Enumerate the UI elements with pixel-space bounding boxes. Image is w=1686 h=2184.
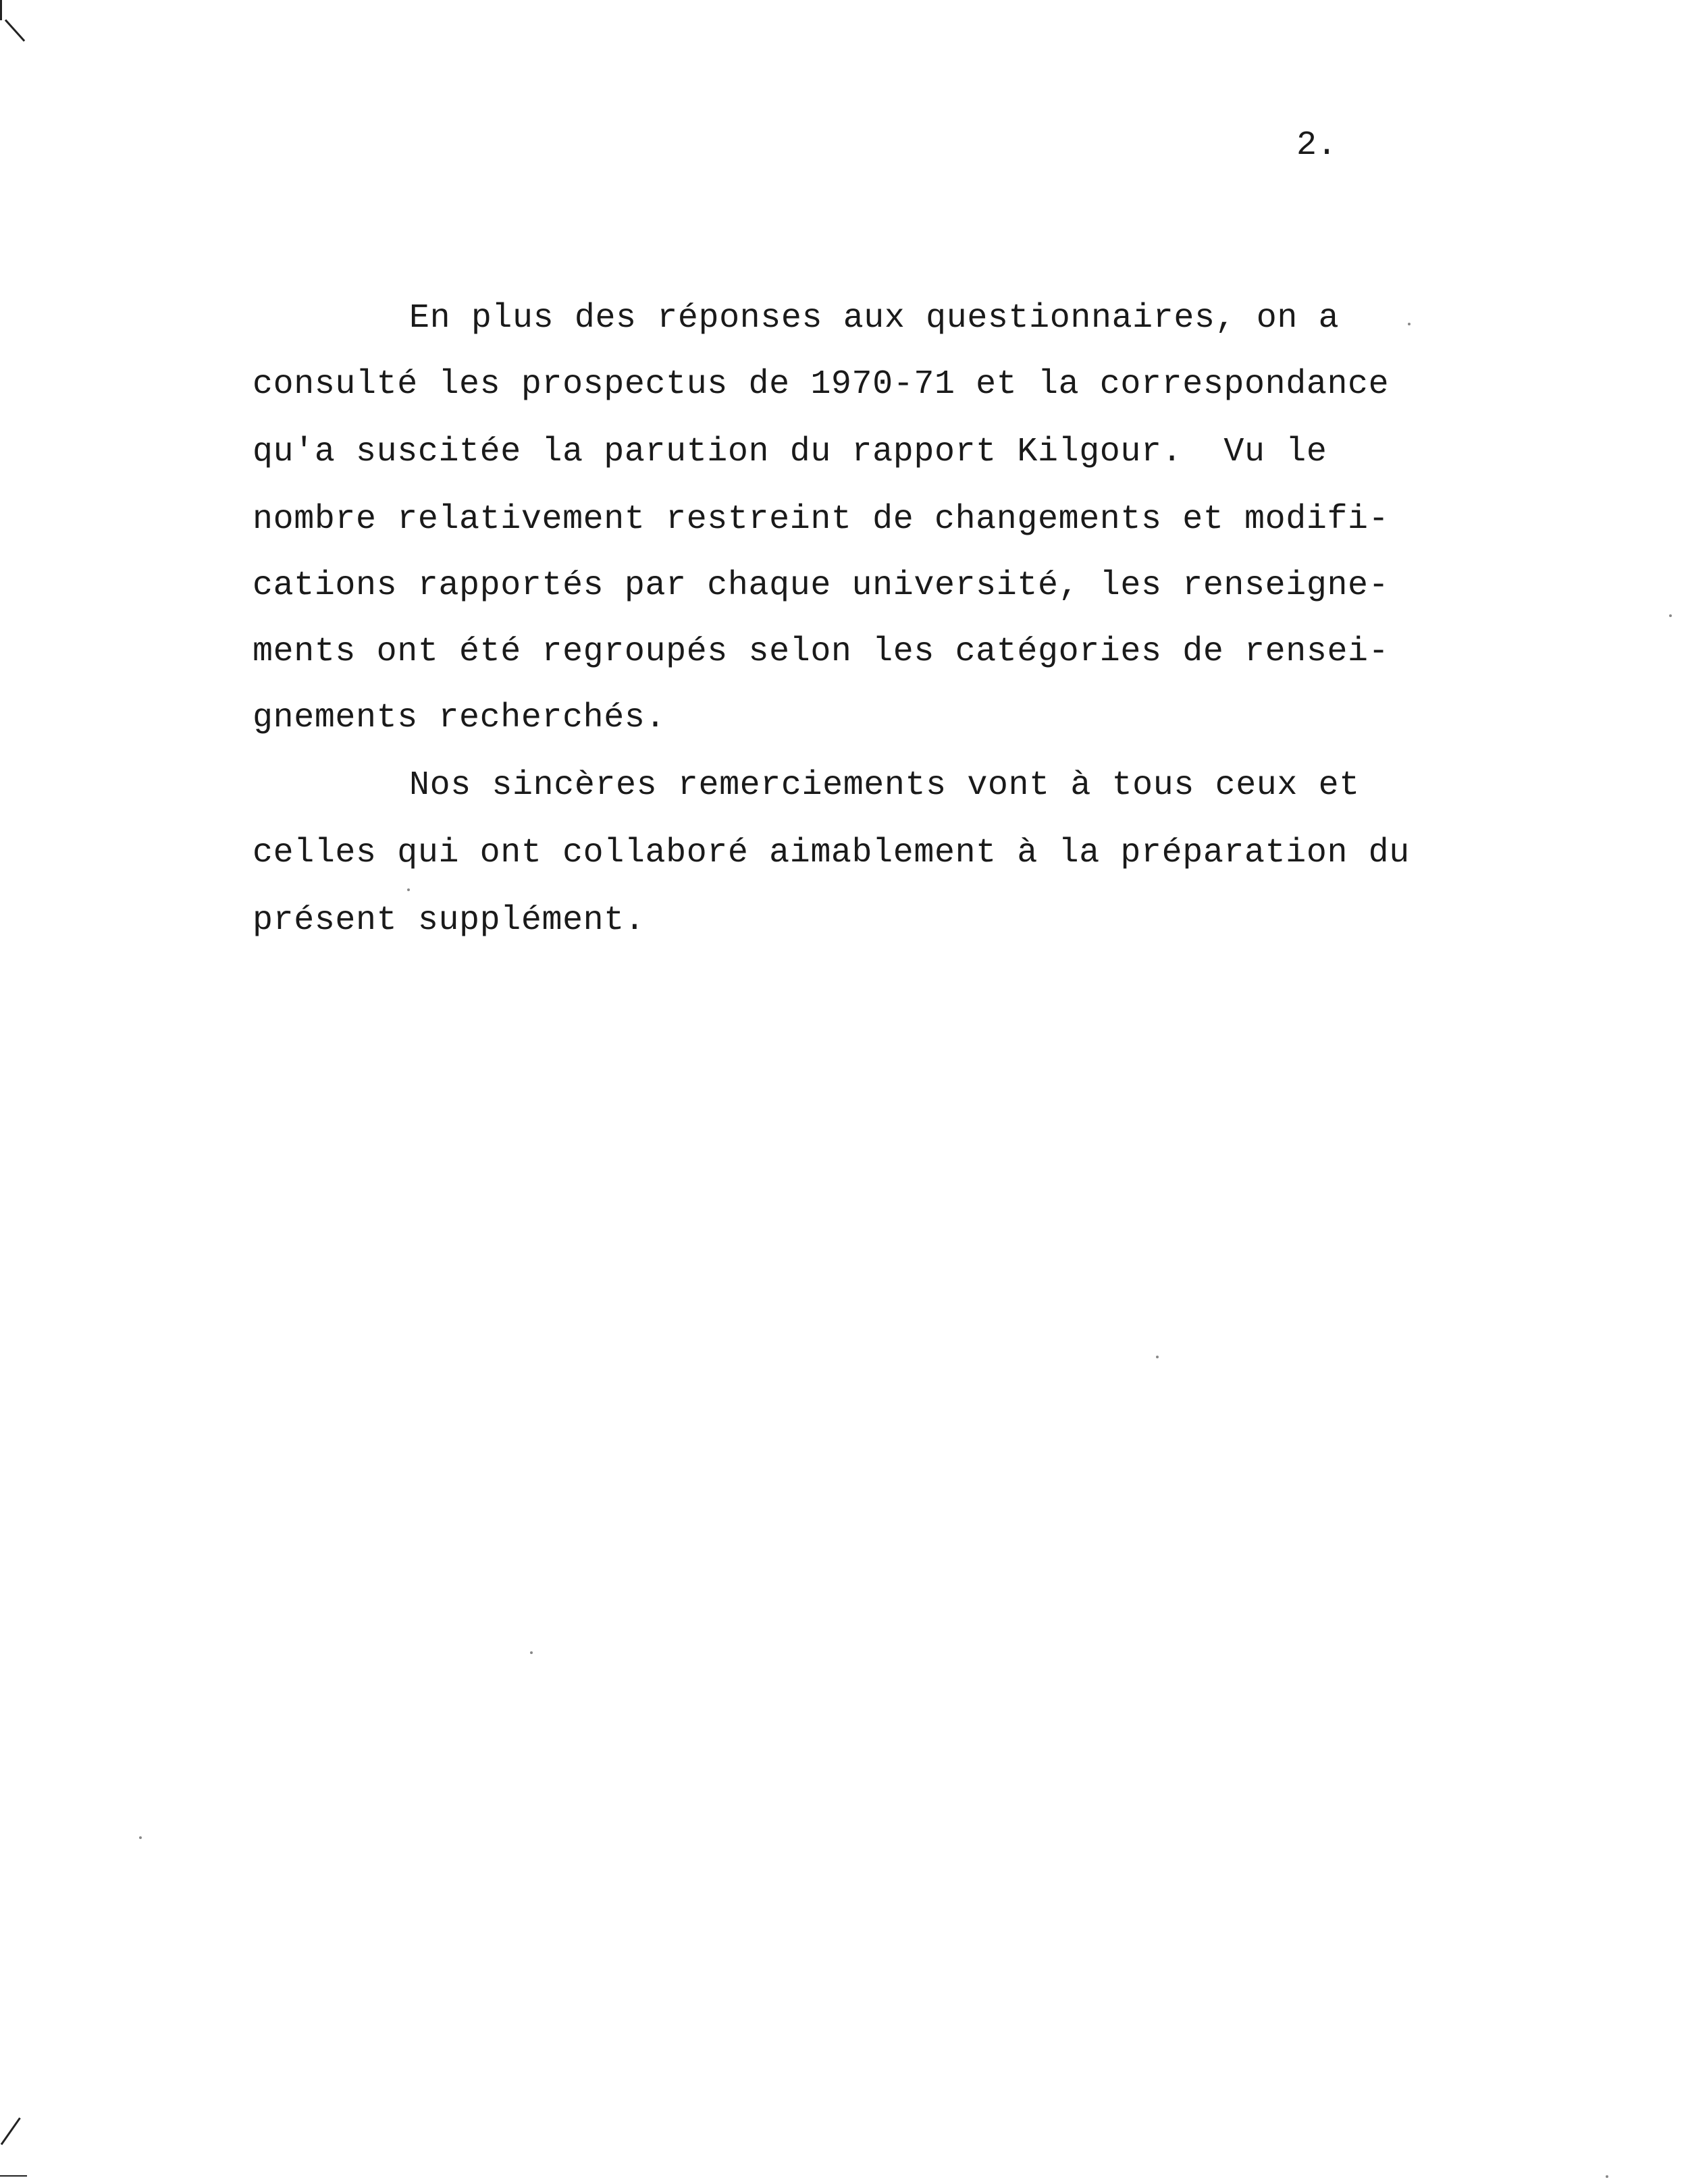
paragraph-1-line-6: ments ont été regroupés selon les catégories de rensei- (253, 633, 1390, 671)
paragraph-1-line-3: qu'a suscitée la parution du rapport Kilgour. Vu le (253, 433, 1327, 471)
paragraph-1-line-7: gnements recherchés. (253, 699, 666, 737)
corner-mark-top-left-diagonal (5, 19, 25, 41)
page-number: 2. (1296, 126, 1338, 165)
paragraph-2-line-1: Nos sincères remerciements vont à tous ceux et (409, 766, 1360, 805)
paragraph-1-line-2: consulté les prospectus de 1970-71 et la correspondance (253, 365, 1390, 404)
scan-speck (1669, 614, 1672, 617)
scan-speck (407, 888, 410, 891)
paragraph-1-line-4: nombre relativement restreint de changements et modifi- (253, 500, 1390, 539)
paragraph-2-line-2: celles qui ont collaboré aimablement à la préparation du (253, 834, 1410, 872)
paragraph-1-line-5: cations rapportés par chaque université, les renseigne- (253, 566, 1390, 605)
paragraph-1-line-1: En plus des réponses aux questionnaires, on a (409, 299, 1340, 338)
corner-mark-bottom-left (1, 2117, 21, 2145)
corner-mark-top-left (0, 0, 2, 20)
scan-speck (139, 1836, 142, 1839)
scan-speck (1606, 2175, 1608, 2178)
scan-speck (530, 1651, 533, 1654)
paragraph-2-line-3: présent supplément. (253, 901, 646, 940)
corner-mark-bottom-left-short (0, 2175, 27, 2177)
scan-speck (1156, 1356, 1159, 1358)
scan-speck (1408, 323, 1411, 325)
